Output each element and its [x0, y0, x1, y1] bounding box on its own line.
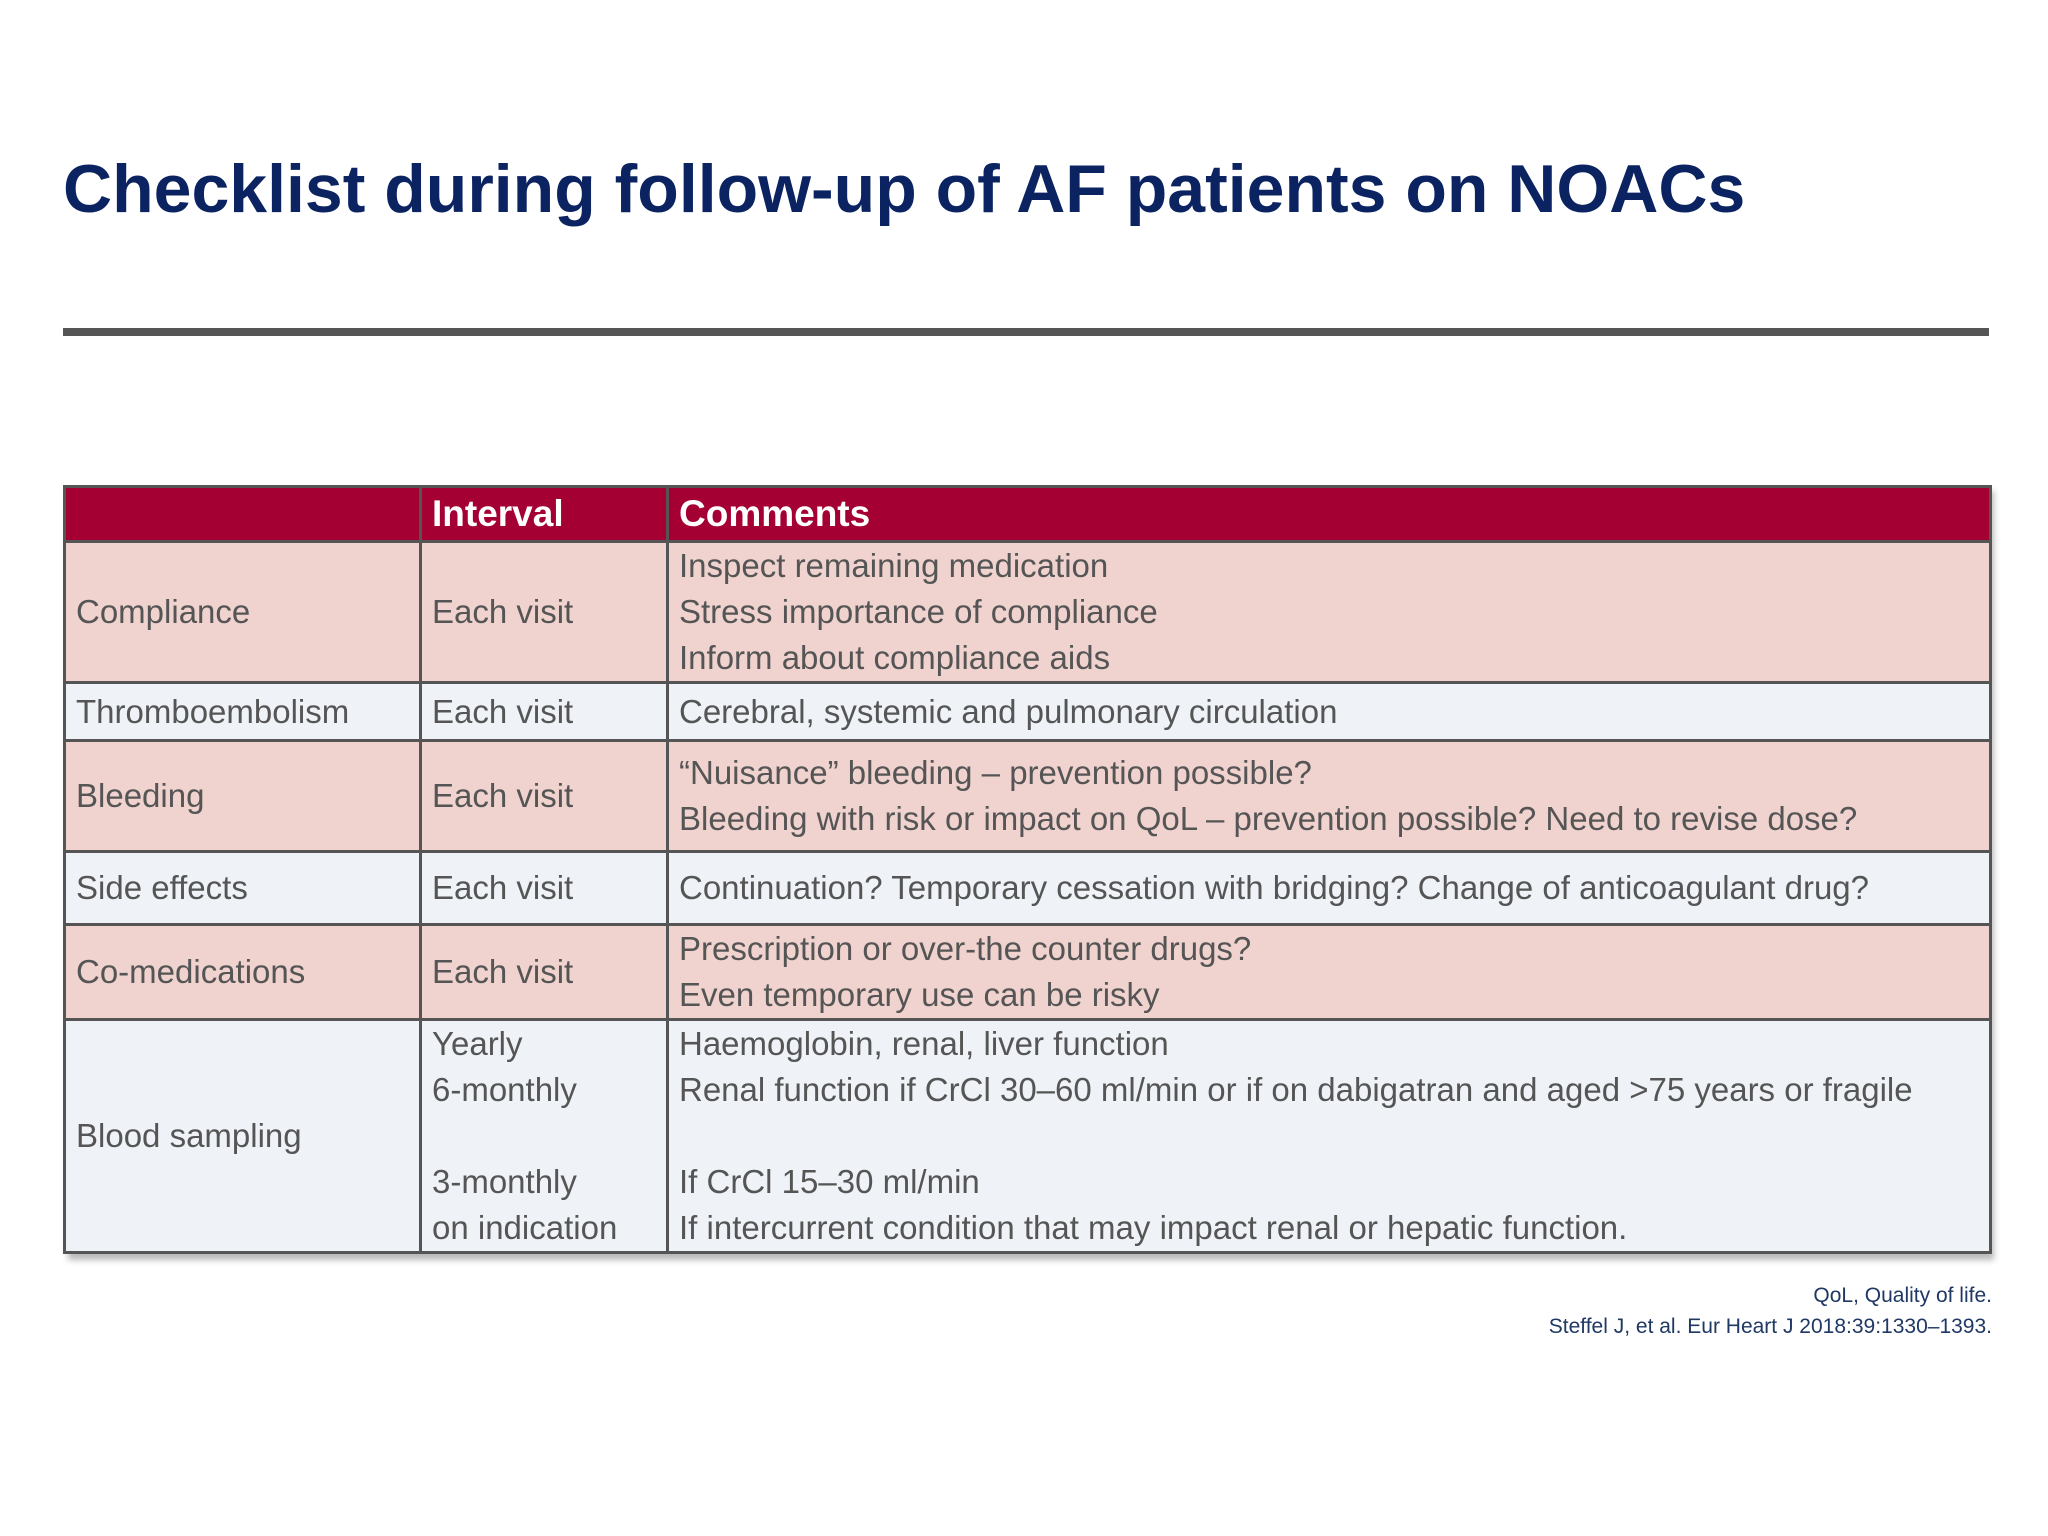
comment-line: Inspect remaining medication — [679, 547, 1109, 584]
comment-line: Even temporary use can be risky — [679, 976, 1160, 1013]
table-row-blood-sampling — [65, 1020, 1991, 1253]
table-header-row — [65, 487, 1991, 542]
checklist-table — [63, 485, 1992, 1254]
interval-line: Each visit — [432, 692, 574, 730]
table-row-bleeding — [65, 741, 1991, 852]
row-interval — [421, 1020, 668, 1253]
row-category: Compliance — [65, 542, 421, 683]
row-interval — [421, 741, 668, 852]
row-comments — [668, 683, 1991, 741]
comment-line: Haemoglobin, renal, liver function — [679, 1025, 1169, 1062]
header-category — [65, 487, 421, 542]
interval-line: 3-monthly — [432, 1163, 577, 1200]
slide-title: Checklist during follow-up of AF patients on NOACs — [63, 151, 1746, 227]
interval-line: Each visit — [432, 953, 574, 990]
checklist-table-container — [63, 485, 1989, 1254]
row-category: Co-medications — [65, 925, 421, 1020]
row-comments — [668, 1020, 1991, 1253]
comment-line: Continuation? Temporary cessation with bridging? Change of anticoagulant drug? — [679, 869, 1869, 906]
row-comments — [668, 925, 1991, 1020]
interval-line: Each visit — [432, 869, 574, 906]
comment-line: Stress importance of compliance — [679, 593, 1158, 630]
header-comments: Comments — [668, 487, 1991, 542]
title-divider — [63, 328, 1989, 336]
row-category: Side effects — [65, 852, 421, 925]
row-comments — [668, 542, 1991, 683]
interval-line: Each visit — [432, 777, 574, 814]
comment-line: Renal function if CrCl 30–60 ml/min or if on dabigatran and aged >75 years or fragile — [679, 1071, 1913, 1108]
row-interval — [421, 925, 668, 1020]
table-row-thromboembolism — [65, 683, 1991, 741]
comment-spacer — [679, 1113, 1989, 1159]
interval-line: Yearly — [432, 1025, 523, 1062]
comment-line: If intercurrent condition that may impact renal or hepatic function. — [679, 1209, 1628, 1246]
table-row-compliance — [65, 542, 1991, 683]
row-comments — [668, 741, 1991, 852]
row-comments — [668, 852, 1991, 925]
comment-line: If CrCl 15–30 ml/min — [679, 1163, 980, 1200]
comment-line: Cerebral, systemic and pulmonary circulation — [679, 692, 1338, 730]
row-category: Blood sampling — [65, 1020, 421, 1253]
row-interval — [421, 542, 668, 683]
row-category: Thromboembolism — [65, 683, 421, 741]
comment-line: Inform about compliance aids — [679, 639, 1111, 676]
interval-spacer — [432, 1113, 666, 1159]
interval-line: Each visit — [432, 593, 574, 630]
row-category: Bleeding — [65, 741, 421, 852]
comment-line: “Nuisance” bleeding – prevention possible? — [679, 754, 1312, 791]
comment-line: Prescription or over-the counter drugs? — [679, 930, 1252, 967]
footnotes — [1549, 1280, 1992, 1342]
row-interval — [421, 852, 668, 925]
footnote-reference: Steffel J, et al. Eur Heart J 2018:39:1330–1393. — [1548, 1315, 1992, 1338]
interval-line: on indication — [432, 1209, 618, 1246]
footnote-abbreviation: QoL, Quality of life. — [1813, 1284, 1992, 1307]
row-interval — [421, 683, 668, 741]
interval-line: 6-monthly — [432, 1071, 577, 1108]
table-row-co-medications — [65, 925, 1991, 1020]
header-interval: Interval — [421, 487, 668, 542]
table-row-side-effects — [65, 852, 1991, 925]
comment-line: Bleeding with risk or impact on QoL – prevention possible? Need to revise dose? — [679, 800, 1858, 837]
